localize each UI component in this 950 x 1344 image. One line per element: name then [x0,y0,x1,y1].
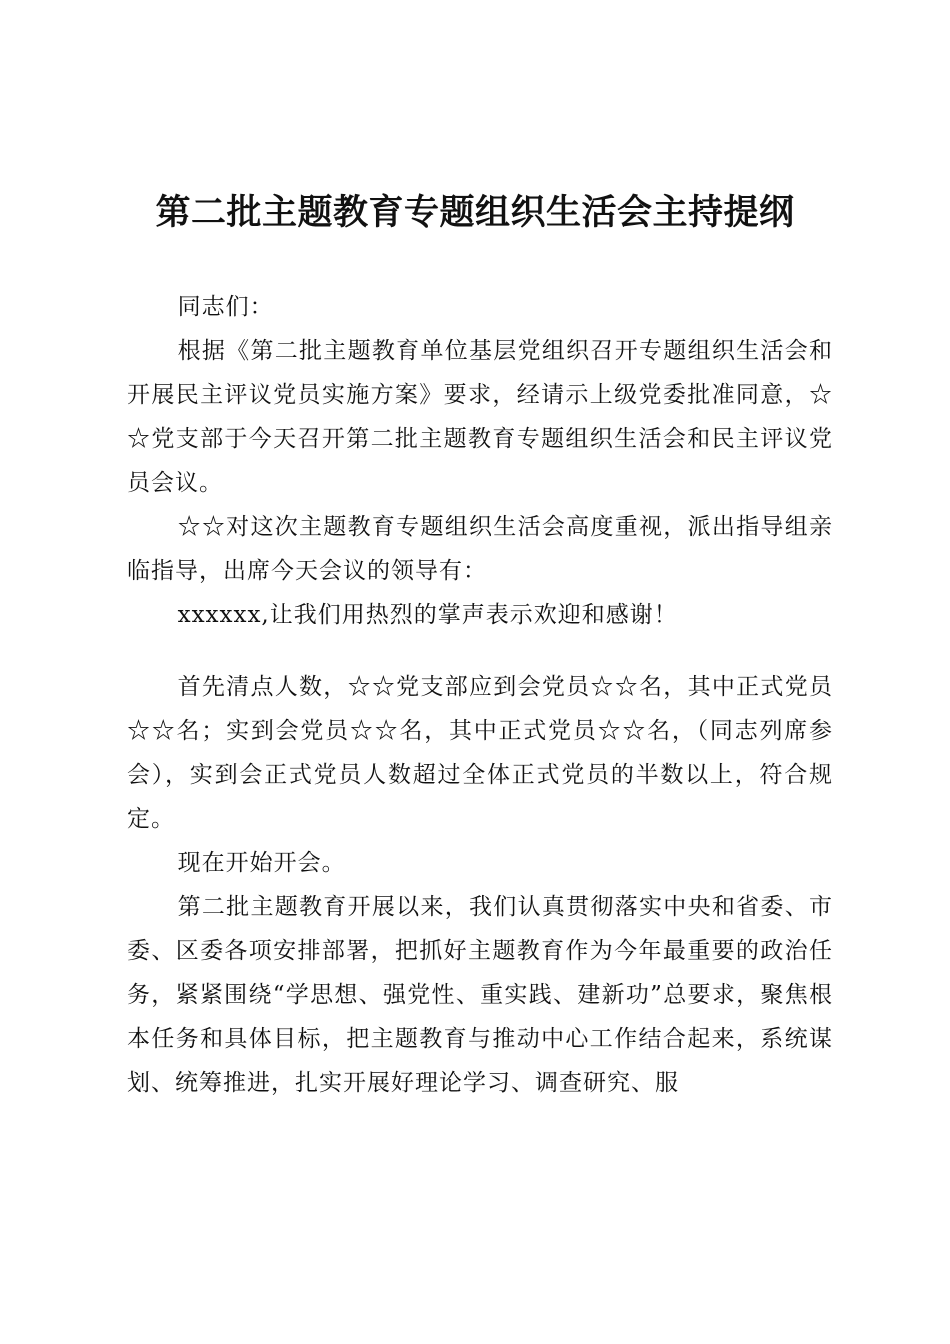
background-paragraph: 第二批主题教育开展以来，我们认真贯彻落实中央和省委、市委、区委各项安排部署，把抓好主题教育作为今年最重要的政治任务，紧紧围绕“学思想、强党性、重实践、建新功”总要求，聚焦根本任务和具体目标，把主题教育与推动中心工作结合起来，系统谋划、统筹推进，扎实开展好理论学习、调查研究、服 [127,894,833,1096]
attendance-paragraph: 首先清点人数，☆☆党支部应到会党员☆☆名，其中正式党员☆☆名；实到会党员☆☆名，其中正式党员☆☆名，（同志列席参会），实到会正式党员人数超过全体正式党员的半数以上，符合规定。 [127,674,833,832]
document-body [127,285,833,1105]
salutation-paragraph: 同志们： [177,294,274,320]
welcome-paragraph: xxxxxx,让我们用热烈的掌声表示欢迎和感谢！ [177,602,678,628]
opening-paragraph: 根据《第二批主题教育单位基层党组织召开专题组织生活会和开展民主评议党员实施方案》要求，经请示上级党委批准同意，☆☆党支部于今天召开第二批主题教育专题组织生活会和民主评议党员会议。 [127,338,833,496]
paragraph-gap [127,637,833,665]
document-title: 第二批主题教育专题组织生活会主持提纲 [155,193,795,233]
meeting-start-paragraph: 现在开始开会。 [177,850,346,876]
guidance-paragraph: ☆☆对这次主题教育专题组织生活会高度重视，派出指导组亲临指导，出席今天会议的领导有： [127,514,833,584]
